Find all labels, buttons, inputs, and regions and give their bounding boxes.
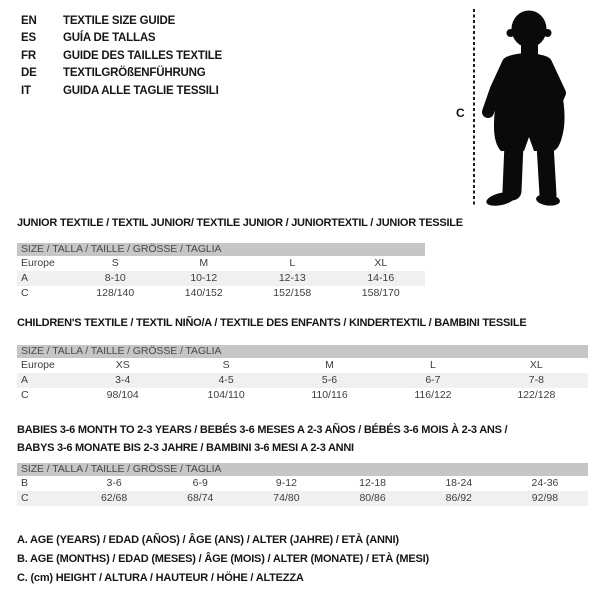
language-title-list	[21, 13, 222, 100]
cell: 116/122	[414, 389, 452, 401]
table-row-a	[17, 271, 425, 286]
row-label: B	[21, 477, 29, 489]
cell: 9-12	[275, 477, 297, 489]
footnote-c: C. (cm) HEIGHT / ALTURA / HAUTEUR / HÖHE / ALTEZZA	[17, 572, 304, 584]
language-row-fr	[21, 48, 222, 65]
row-label: C	[21, 389, 29, 401]
language-code: FR	[21, 49, 36, 62]
row-label: A	[21, 272, 29, 284]
table-row-c	[17, 388, 588, 403]
footnote-b: B. AGE (MONTHS) / EDAD (MESES) / ÂGE (MOIS) / ALTER (MONATE) / ETÀ (MESI)	[17, 553, 429, 565]
size-header-bar: SIZE / TALLA / TAILLE / GRÖSSE / TAGLIA	[17, 243, 425, 256]
cell: M	[325, 359, 334, 371]
cell: 104/110	[207, 389, 245, 401]
cell: 6-7	[425, 374, 441, 386]
babies-title-line2: BABYS 3-6 MONATE BIS 2-3 JAHRE / BAMBINI 3-6 MESI A 2-3 ANNI	[17, 441, 354, 454]
cell: 158/170	[361, 287, 400, 299]
language-code: DE	[21, 67, 37, 80]
row-label: C	[21, 287, 29, 299]
language-row-en	[21, 13, 222, 30]
cell: 10-12	[190, 272, 218, 284]
height-measure-dashed-line	[473, 9, 475, 207]
cell: 18-24	[445, 477, 473, 489]
childrens-textile-title: CHILDREN'S TEXTILE / TEXTIL NIÑO/A / TEXTILE DES ENFANTS / KINDERTEXTIL / BAMBINI TESSILE	[17, 317, 527, 329]
cell: 140/152	[184, 287, 223, 299]
language-label: GUIDE DES TAILLES TEXTILE	[63, 49, 222, 62]
table-row-c	[17, 491, 588, 506]
cell: 5-6	[321, 374, 338, 386]
cell: 14-16	[367, 272, 395, 284]
cell: 62/68	[100, 492, 128, 504]
childrens-textile-table	[17, 345, 588, 403]
cell: M	[199, 257, 209, 269]
cell: XL	[374, 257, 388, 269]
cell: S	[111, 257, 119, 269]
cell: 24-36	[531, 477, 559, 489]
cell: 8-10	[104, 272, 126, 284]
row-label: Europe	[21, 359, 55, 371]
cell: 110/116	[311, 389, 348, 401]
cell: 80/86	[359, 492, 386, 504]
cell: 4-5	[218, 374, 234, 386]
cell: 122/128	[517, 389, 556, 401]
babies-textile-title	[17, 422, 507, 457]
cell: 92/98	[531, 492, 559, 504]
cell: 3-6	[106, 477, 122, 489]
language-row-de	[21, 65, 222, 82]
cell: 128/140	[96, 287, 135, 299]
language-code: ES	[21, 32, 36, 45]
table-row-europe	[17, 256, 425, 271]
cell: 152/158	[273, 287, 312, 299]
cell: 7-8	[528, 374, 544, 386]
row-label: Europe	[21, 257, 55, 269]
cell: L	[430, 359, 436, 371]
footnotes	[17, 531, 429, 588]
cell: 12-18	[359, 477, 387, 489]
baby-silhouette-image	[481, 9, 569, 206]
cell: 98/104	[106, 389, 139, 401]
cell: 12-13	[278, 272, 306, 284]
table-row-a	[17, 373, 588, 388]
row-label: C	[21, 492, 29, 504]
footnote-a: A. AGE (YEARS) / EDAD (AÑOS) / ÂGE (ANS) / ALTER (JAHRE) / ETÀ (ANNI)	[17, 534, 399, 546]
language-label: GUIDA ALLE TAGLIE TESSILI	[63, 84, 219, 97]
cell: 86/92	[445, 492, 472, 504]
cell: 74/80	[273, 492, 300, 504]
language-row-it	[21, 83, 222, 100]
language-label: TEXTILE SIZE GUIDE	[63, 15, 176, 27]
babies-title-line1: BABIES 3-6 MONTH TO 2-3 YEARS / BEBÉS 3-6 MESES A 2-3 AÑOS / BÉBÉS 3-6 MOIS À 2-3 ANS /	[17, 424, 508, 436]
junior-textile-table	[17, 243, 425, 301]
table-row-europe	[17, 358, 588, 373]
language-label: TEXTILGRÖßENFÜHRUNG	[63, 67, 206, 80]
size-header-bar: SIZE / TALLA / TAILLE / GRÖSSE / TAGLIA	[17, 463, 588, 476]
table-row-c	[17, 286, 425, 301]
language-code: IT	[21, 84, 31, 97]
junior-textile-title: JUNIOR TEXTILE / TEXTIL JUNIOR/ TEXTILE JUNIOR / JUNIORTEXTIL / JUNIOR TESSILE	[17, 217, 463, 229]
cell: 3-4	[115, 374, 131, 386]
size-header-bar: SIZE / TALLA / TAILLE / GRÖSSE / TAGLIA	[17, 345, 588, 358]
row-label: A	[21, 374, 29, 386]
language-label: GUÍA DE TALLAS	[63, 32, 156, 45]
cell: XS	[115, 359, 130, 371]
cell: L	[289, 257, 296, 269]
height-marker-label: C	[456, 106, 465, 120]
cell: XL	[529, 359, 543, 371]
babies-textile-table	[17, 463, 588, 506]
language-row-es	[21, 30, 222, 47]
table-row-b	[17, 476, 588, 491]
cell: 6-9	[192, 477, 208, 489]
cell: S	[222, 359, 230, 371]
cell: 68/74	[187, 492, 214, 504]
language-code: EN	[21, 15, 37, 27]
